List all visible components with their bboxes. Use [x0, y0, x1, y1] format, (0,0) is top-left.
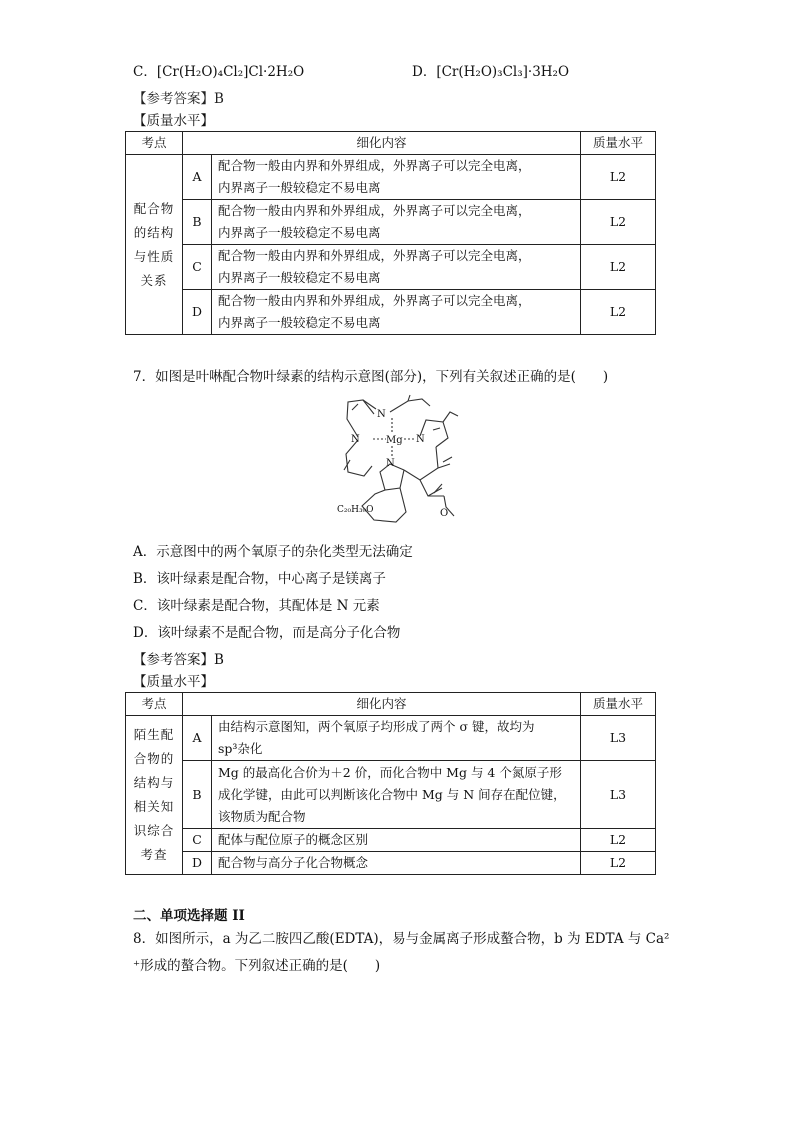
row-detail: Mg 的最高化合价为＋2 价，而化合物中 Mg 与 4 个氮原子形 成化学键，由此可以判断该化合物中 Mg 与 N 间存在配位键， 该物质为配合物: [212, 761, 581, 829]
row-detail: 配合物一般由内界和外界组成，外界离子可以完全电离， 内界离子一般较稳定不易电离: [212, 155, 581, 200]
figure-label: N: [351, 434, 360, 445]
row-letter: A: [183, 716, 212, 761]
quality-table-q6: [125, 131, 656, 335]
figure-label: Mg: [386, 435, 403, 446]
row-letter: C: [183, 829, 212, 852]
header-topic: 考点: [126, 132, 183, 155]
answer-label: 【参考答案】B: [133, 91, 224, 107]
chlorophyll-structure-figure: [330, 392, 470, 527]
row-level: L2: [581, 290, 656, 335]
row-detail: 配合物与高分子化合物概念: [212, 852, 581, 875]
row-level: L2: [581, 200, 656, 245]
figure-label: N: [416, 434, 425, 445]
figure-label: C₂₀H₃₉O: [337, 505, 374, 515]
topic-cell: 配合物 的结构 与性质 关系: [126, 155, 183, 335]
row-letter: D: [183, 290, 212, 335]
header-topic: 考点: [126, 693, 183, 716]
row-level: L3: [581, 716, 656, 761]
quality-table-q7: [125, 692, 656, 875]
quality-level-heading: 【质量水平】: [133, 674, 214, 690]
option-c: C．该叶绿素是配合物，其配体是 N 元素: [133, 598, 380, 614]
row-level: L2: [581, 852, 656, 875]
section-title: 二、单项选择题 II: [133, 908, 245, 924]
header-level: 质量水平: [581, 693, 656, 716]
row-letter: C: [183, 245, 212, 290]
row-detail: 配体与配位原子的概念区别: [212, 829, 581, 852]
header-detail: 细化内容: [183, 693, 581, 716]
row-level: L3: [581, 761, 656, 829]
row-level: L2: [581, 155, 656, 200]
figure-label: N: [386, 458, 395, 469]
header-detail: 细化内容: [183, 132, 581, 155]
row-level: L2: [581, 829, 656, 852]
topic-cell: 陌生配 合物的 结构与 相关知 识综合 考查: [126, 716, 183, 875]
row-detail: 配合物一般由内界和外界组成，外界离子可以完全电离， 内界离子一般较稳定不易电离: [212, 290, 581, 335]
option-a: A．示意图中的两个氧原子的杂化类型无法确定: [133, 544, 413, 560]
question-8-stem-line1: 8．如图所示，a 为乙二胺四乙酸(EDTA)，易与金属离子形成螯合物，b 为 EDTA 与 Ca²: [133, 931, 670, 947]
row-letter: B: [183, 200, 212, 245]
row-detail: 配合物一般由内界和外界组成，外界离子可以完全电离， 内界离子一般较稳定不易电离: [212, 245, 581, 290]
figure-label: O: [440, 508, 449, 519]
row-detail: 由结构示意图知，两个氧原子均形成了两个 σ 键，故均为 sp³杂化: [212, 716, 581, 761]
option-b: B．该叶绿素是配合物，中心离子是镁离子: [133, 571, 386, 587]
option-d: D．该叶绿素不是配合物，而是高分子化合物: [133, 625, 401, 641]
question-7-stem: 7．如图是叶啉配合物叶绿素的结构示意图(部分)，下列有关叙述正确的是( ): [133, 369, 609, 385]
quality-level-heading: 【质量水平】: [133, 113, 214, 129]
figure-label: N: [377, 409, 386, 420]
header-level: 质量水平: [581, 132, 656, 155]
option-c: C．[Cr(H₂O)₄Cl₂]Cl·2H₂O: [133, 64, 305, 80]
row-detail: 配合物一般由内界和外界组成，外界离子可以完全电离， 内界离子一般较稳定不易电离: [212, 200, 581, 245]
row-letter: D: [183, 852, 212, 875]
row-level: L2: [581, 245, 656, 290]
question-8-stem-line2: ⁺形成的螯合物。下列叙述正确的是( ): [133, 958, 381, 974]
option-d: D．[Cr(H₂O)₃Cl₃]·3H₂O: [412, 64, 570, 80]
answer-label: 【参考答案】B: [133, 652, 224, 668]
row-letter: A: [183, 155, 212, 200]
row-letter: B: [183, 761, 212, 829]
